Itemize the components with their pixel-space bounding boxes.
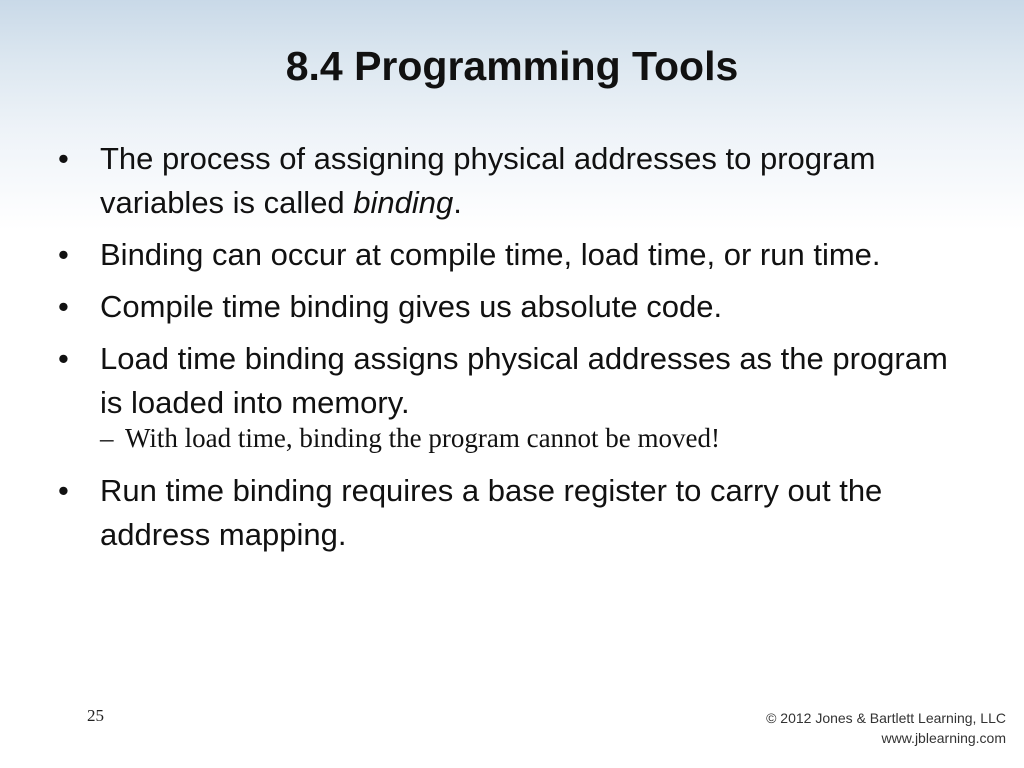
bullet-marker: •	[58, 341, 69, 376]
bullet-item	[56, 233, 966, 277]
sub-bullet-marker: –	[100, 423, 114, 453]
bullet-text: Compile time binding gives us absolute code.	[100, 289, 723, 324]
bullet-item	[56, 285, 966, 329]
bullet-item	[56, 137, 966, 225]
page-number: 25	[87, 706, 104, 725]
bullet-marker: •	[58, 473, 69, 508]
bullet-text-end: .	[453, 185, 462, 220]
bullet-item	[56, 337, 966, 425]
bullet-marker: •	[58, 141, 69, 176]
sub-bullet-item	[56, 421, 966, 455]
bullet-text: Load time binding assigns physical addresses as the program is loaded into memory.	[100, 341, 948, 420]
bullet-item	[56, 469, 966, 557]
bullet-marker: •	[58, 237, 69, 272]
bullet-emphasis: binding	[353, 185, 454, 220]
bullet-text: Binding can occur at compile time, load time, or run time.	[100, 237, 881, 272]
copyright-block	[766, 708, 1006, 748]
bullet-text: The process of assigning physical addresses to program variables is called	[100, 141, 876, 220]
bullet-list	[56, 137, 966, 565]
slide-title: 8.4 Programming Tools	[285, 43, 739, 89]
bullet-text: Run time binding requires a base register to carry out the address mapping.	[100, 473, 883, 552]
publisher-url: www.jblearning.com	[881, 730, 1006, 746]
copyright-text: © 2012 Jones & Bartlett Learning, LLC	[766, 710, 1006, 726]
bullet-marker: •	[58, 289, 69, 324]
sub-bullet-text: With load time, binding the program cannot be moved!	[125, 423, 721, 453]
